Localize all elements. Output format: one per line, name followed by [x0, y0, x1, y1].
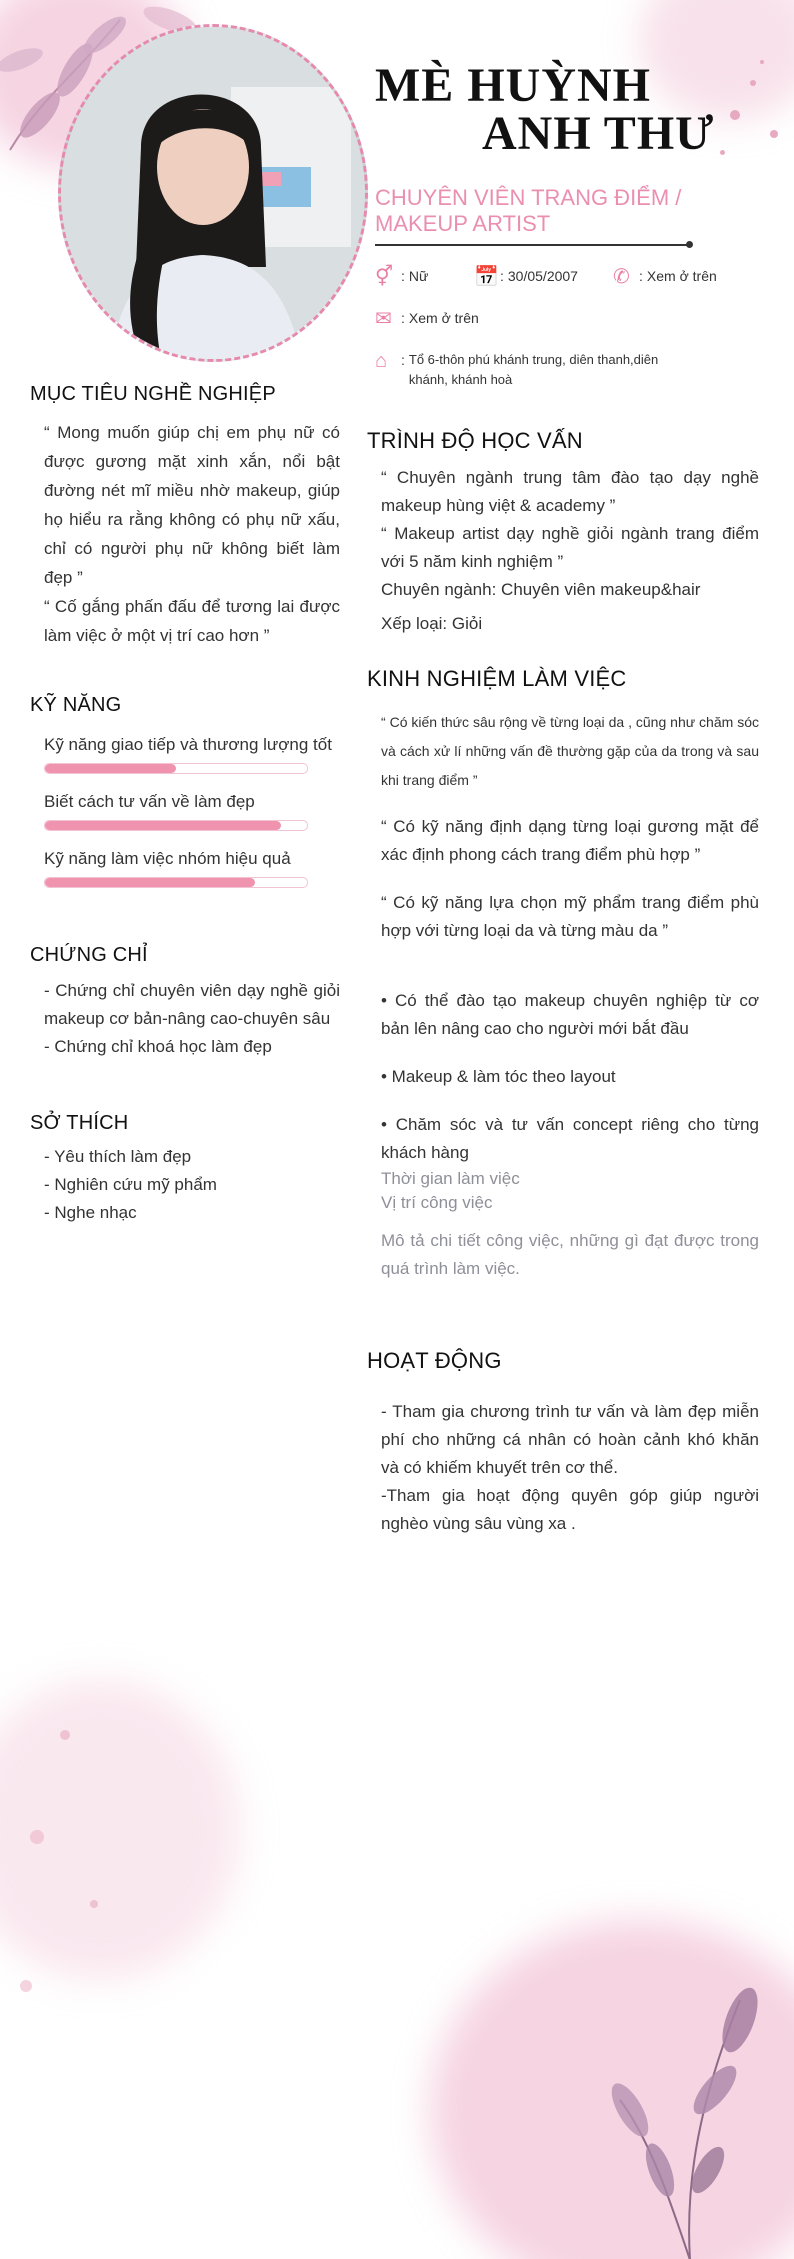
- job-title: CHUYÊN VIÊN TRANG ĐIỂM / MAKEUP ARTIST: [375, 185, 682, 236]
- skill-bar: [44, 877, 308, 888]
- skill-label: Kỹ năng giao tiếp và thương lượng tốt: [44, 735, 332, 754]
- skills-title: KỸ NĂNG: [30, 694, 122, 716]
- objective-paragraph-2: “ Cố gắng phấn đấu để tương lai được làm việc ở một vị trí cao hơn ”: [44, 597, 340, 645]
- home-icon: ⌂: [375, 350, 388, 372]
- activity-paragraph-2: -Tham gia hoạt động quyên góp giúp người nghèo vùng sâu vùng xa .: [381, 1486, 759, 1533]
- skill-item: [30, 788, 340, 831]
- phone-info: ✆ : Xem ở trên: [613, 266, 717, 288]
- address-info: ⌂ : Tổ 6-thôn phú khánh trung, diên thanh,diên khánh, khánh hoà: [375, 350, 705, 390]
- header-divider: [375, 244, 690, 246]
- skill-item: [30, 845, 340, 888]
- objective-paragraph-1: “ Mong muốn giúp chị em phụ nữ có được gương mặt xinh xắn, nổi bật đường nét mĩ miều nhờ makeup, giúp họ hiểu ra rằng không có phụ nữ xấu, chỉ có người phụ nữ không biết làm đẹp ”: [44, 423, 340, 587]
- activities-title: HOẠT ĐỘNG: [367, 1348, 502, 1373]
- experience-paragraph-3: “ Có kỹ năng lựa chọn mỹ phẩm trang điểm phù hợp với từng loại da và từng màu da ”: [381, 893, 759, 940]
- profile-photo: [58, 24, 368, 362]
- hobby-item: - Nghe nhạc: [44, 1203, 137, 1222]
- phone-icon: ✆: [613, 266, 630, 288]
- objective-section: [30, 383, 340, 650]
- education-paragraph-1: “ Chuyên ngành trung tâm đào tạo dạy nghề makeup hùng việt & academy ”: [381, 468, 759, 515]
- skill-bar: [44, 820, 308, 831]
- education-section: [367, 428, 759, 638]
- activity-paragraph-1: - Tham gia chương trình tư vấn và làm đẹp miễn phí cho những cá nhân có hoàn cảnh khó khăn và có khiếm khuyết trên cơ thể.: [381, 1402, 759, 1477]
- calendar-icon: 📅: [474, 266, 499, 288]
- education-title: TRÌNH ĐỘ HỌC VẤN: [367, 428, 583, 453]
- skill-bar: [44, 763, 308, 774]
- experience-title: KINH NGHIỆM LÀM VIỆC: [367, 666, 627, 691]
- experience-paragraph-1: “ Có kiến thức sâu rộng về từng loại da , cũng như chăm sóc và cách xử lí những vấn đề thường gặp của da trong và sau khi trang điểm ”: [381, 714, 759, 788]
- education-major: Chuyên ngành: Chuyên viên makeup&hair: [381, 580, 701, 599]
- experience-position: Vị trí công việc: [381, 1193, 493, 1212]
- experience-bullet-3: • Chăm sóc và tư vấn concept riêng cho từng khách hàng: [381, 1115, 759, 1162]
- mail-icon: ✉: [375, 308, 392, 330]
- experience-bullet-1: • Có thể đào tạo makeup chuyên nghiệp từ cơ bản lên nâng cao cho người mới bắt đầu: [381, 991, 759, 1038]
- address-value: Tổ 6-thôn phú khánh trung, diên thanh,diên khánh, khánh hoà: [408, 352, 659, 387]
- skill-label: Biết cách tư vấn về làm đẹp: [44, 792, 255, 811]
- certificate-item: - Chứng chỉ chuyên viên dạy nghề giỏi makeup cơ bản-nâng cao-chuyên sâu: [44, 981, 340, 1028]
- phone-value: Xem ở trên: [646, 268, 717, 284]
- hobby-item: - Nghiên cứu mỹ phẩm: [44, 1175, 217, 1194]
- hobby-item: - Yêu thích làm đẹp: [44, 1147, 192, 1166]
- activities-section: [367, 1348, 759, 1538]
- certificates-section: [30, 944, 340, 1061]
- experience-description: Mô tả chi tiết công việc, những gì đạt được trong quá trình làm việc.: [381, 1231, 759, 1278]
- dob-value: 30/05/2007: [507, 268, 578, 284]
- gender-icon: ⚥: [375, 266, 394, 288]
- hobbies-section: [30, 1112, 340, 1227]
- experience-section: [367, 666, 759, 1283]
- gender-info: ⚥ : Nữ: [375, 266, 429, 288]
- skill-label: Kỹ năng làm việc nhóm hiệu quả: [44, 849, 291, 868]
- gender-value: Nữ: [408, 268, 429, 284]
- skill-item: [30, 731, 340, 774]
- dob-info: 📅 : 30/05/2007: [474, 266, 578, 288]
- watercolor-bottom: [0, 1600, 794, 2259]
- certificates-title: CHỨNG CHỈ: [30, 944, 148, 966]
- experience-time: Thời gian làm việc: [381, 1169, 520, 1188]
- certificate-item: - Chứng chỉ khoá học làm đẹp: [44, 1037, 272, 1056]
- education-paragraph-2: “ Makeup artist dạy nghề giỏi ngành trang điểm với 5 năm kinh nghiệm ”: [381, 524, 759, 571]
- name-line-1: MÈ HUỲNH: [375, 59, 651, 112]
- skills-section: [30, 694, 340, 888]
- email-value: Xem ở trên: [408, 310, 479, 326]
- education-grade: Xếp loại: Giỏi: [381, 614, 483, 633]
- hobbies-title: SỞ THÍCH: [30, 1112, 129, 1134]
- email-info: ✉ : Xem ở trên: [375, 308, 479, 330]
- experience-paragraph-2: “ Có kỹ năng định dạng từng loại gương mặt để xác định phong cách trang điểm phù hợp ”: [381, 817, 759, 864]
- experience-bullet-2: • Makeup & làm tóc theo layout: [381, 1067, 616, 1086]
- name-line-2: ANH THƯ: [482, 107, 715, 160]
- objective-title: MỤC TIÊU NGHỀ NGHIỆP: [30, 383, 276, 405]
